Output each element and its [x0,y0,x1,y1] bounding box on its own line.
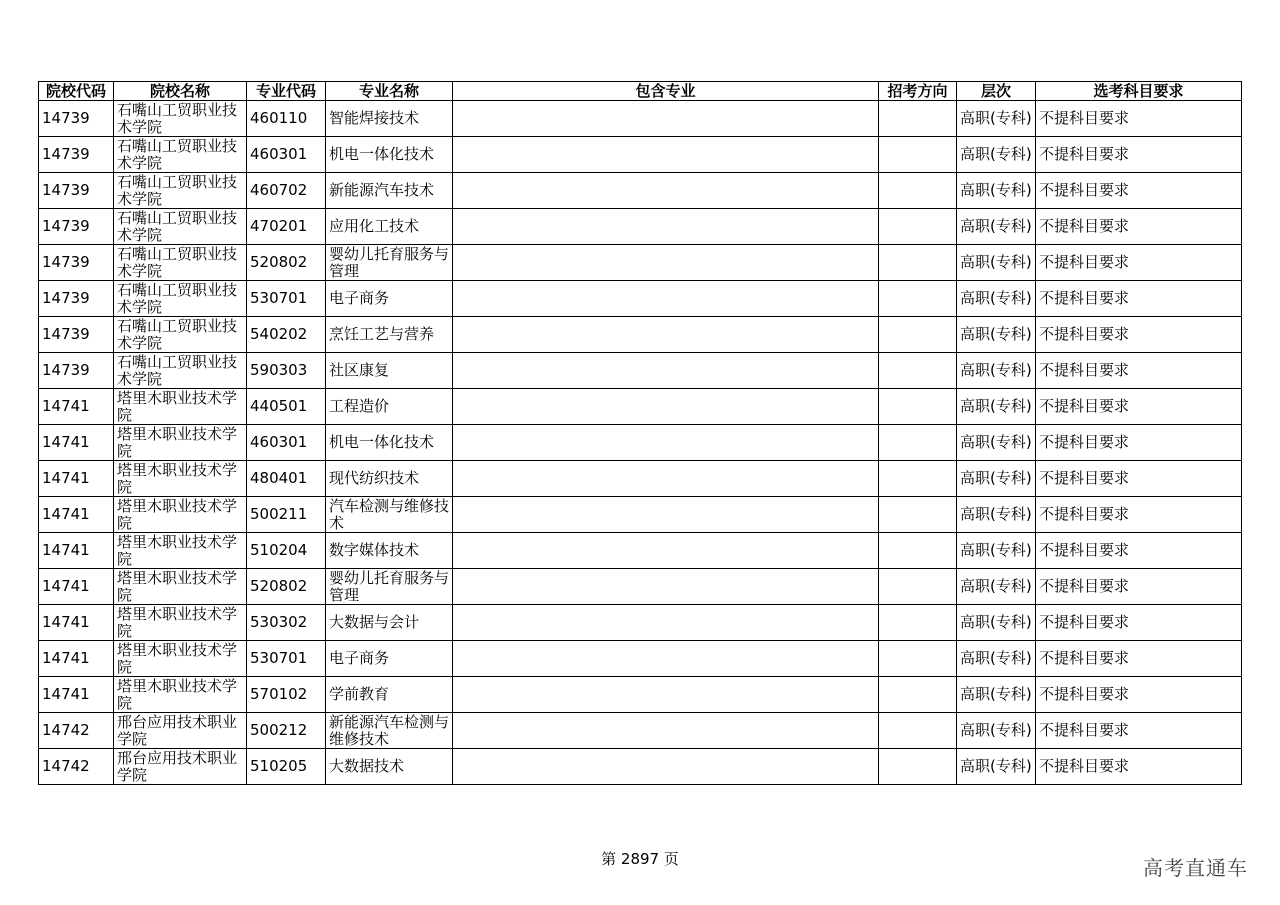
cell-major-code [247,101,326,137]
school-name-text: 石嘴山工贸职业技术学院 [117,208,238,244]
cell-school-code [39,569,114,605]
cell-school-code [39,209,114,245]
cell-level [957,569,1036,605]
cell-level [957,389,1036,425]
cell-major-code [247,173,326,209]
cell-major-code [247,389,326,425]
cell-included-majors [453,713,879,749]
cell-school-name [114,425,247,461]
subject-requirement-text: 不提科目要求 [1039,289,1130,307]
cell-included-majors [453,353,879,389]
cell-direction [879,749,957,785]
cell-direction [879,569,957,605]
header-school-name: 院校名称 [114,82,247,101]
major-code-text: 460301 [250,433,308,451]
cell-school-code [39,281,114,317]
major-code-text: 460702 [250,181,308,199]
school-name-text: 石嘴山工贸职业技术学院 [117,280,238,316]
cell-level [957,101,1036,137]
cell-major-name [326,173,453,209]
major-name-text: 新能源汽车技术 [329,181,435,199]
level-text: 高职(专科) [960,649,1032,667]
cell-direction [879,461,957,497]
cell-major-code [247,569,326,605]
school-name-text: 石嘴山工贸职业技术学院 [117,136,238,172]
cell-direction [879,101,957,137]
cell-subject-requirement [1036,425,1242,461]
school-name-text: 石嘴山工贸职业技术学院 [117,172,238,208]
cell-subject-requirement [1036,569,1242,605]
school-code-text: 14739 [42,361,90,379]
cell-school-name [114,713,247,749]
cell-subject-requirement [1036,209,1242,245]
cell-major-code [247,713,326,749]
major-name-text: 汽车检测与维修技术 [329,496,450,532]
cell-included-majors [453,173,879,209]
cell-major-code [247,209,326,245]
cell-direction [879,137,957,173]
cell-level [957,605,1036,641]
cell-major-code [247,605,326,641]
school-name-text: 塔里木职业技术学院 [117,568,238,604]
table-row [39,245,1242,281]
subject-requirement-text: 不提科目要求 [1039,181,1130,199]
cell-subject-requirement [1036,641,1242,677]
cell-included-majors [453,425,879,461]
cell-included-majors [453,533,879,569]
major-code-text: 480401 [250,469,308,487]
major-code-text: 540202 [250,325,308,343]
school-code-text: 14739 [42,109,90,127]
subject-requirement-text: 不提科目要求 [1039,397,1130,415]
cell-school-code [39,245,114,281]
school-code-text: 14739 [42,289,90,307]
cell-direction [879,425,957,461]
major-code-text: 530302 [250,613,308,631]
major-name-text: 智能焊接技术 [329,109,420,127]
major-name-text: 机电一体化技术 [329,433,435,451]
cell-school-code [39,425,114,461]
cell-major-name [326,209,453,245]
major-name-text: 现代纺织技术 [329,469,420,487]
cell-included-majors [453,101,879,137]
cell-direction [879,677,957,713]
cell-school-code [39,605,114,641]
subject-requirement-text: 不提科目要求 [1039,325,1130,343]
cell-level [957,677,1036,713]
subject-requirement-text: 不提科目要求 [1039,685,1130,703]
major-code-text: 460110 [250,109,308,127]
cell-school-code [39,173,114,209]
cell-major-name [326,641,453,677]
cell-direction [879,281,957,317]
major-name-text: 电子商务 [329,649,390,667]
school-name-text: 石嘴山工贸职业技术学院 [117,316,238,352]
table-row [39,389,1242,425]
cell-included-majors [453,137,879,173]
school-code-text: 14739 [42,181,90,199]
cell-included-majors [453,497,879,533]
cell-subject-requirement [1036,497,1242,533]
cell-school-name [114,497,247,533]
header-level: 层次 [957,82,1036,101]
cell-level [957,461,1036,497]
header-major-name: 专业名称 [326,82,453,101]
cell-subject-requirement [1036,101,1242,137]
subject-requirement-text: 不提科目要求 [1039,433,1130,451]
header-major-code: 专业代码 [247,82,326,101]
cell-school-name [114,461,247,497]
school-name-text: 塔里木职业技术学院 [117,676,238,712]
cell-school-name [114,641,247,677]
table-row [39,677,1242,713]
major-code-text: 470201 [250,217,308,235]
cell-major-code [247,497,326,533]
major-code-text: 440501 [250,397,308,415]
major-name-text: 学前教育 [329,685,390,703]
cell-major-name [326,605,453,641]
cell-included-majors [453,317,879,353]
level-text: 高职(专科) [960,757,1032,775]
subject-requirement-text: 不提科目要求 [1039,253,1130,271]
school-name-text: 塔里木职业技术学院 [117,496,238,532]
cell-major-name [326,461,453,497]
major-name-text: 大数据技术 [329,757,405,775]
cell-major-name [326,281,453,317]
cell-school-code [39,137,114,173]
cell-included-majors [453,281,879,317]
cell-major-code [247,425,326,461]
cell-level [957,425,1036,461]
school-name-text: 塔里木职业技术学院 [117,424,238,460]
cell-major-name [326,749,453,785]
level-text: 高职(专科) [960,325,1032,343]
major-name-text: 应用化工技术 [329,217,420,235]
level-text: 高职(专科) [960,613,1032,631]
cell-major-code [247,245,326,281]
major-code-text: 590303 [250,361,308,379]
school-code-text: 14739 [42,217,90,235]
cell-major-name [326,713,453,749]
cell-school-name [114,317,247,353]
subject-requirement-text: 不提科目要求 [1039,721,1130,739]
cell-school-name [114,137,247,173]
cell-major-name [326,317,453,353]
header-direction: 招考方向 [879,82,957,101]
subject-requirement-text: 不提科目要求 [1039,217,1130,235]
subject-requirement-text: 不提科目要求 [1039,469,1130,487]
level-text: 高职(专科) [960,541,1032,559]
subject-requirement-text: 不提科目要求 [1039,145,1130,163]
cell-major-name [326,353,453,389]
school-name-text: 塔里木职业技术学院 [117,532,238,568]
major-code-text: 520802 [250,253,308,271]
major-name-text: 数字媒体技术 [329,541,420,559]
table-row [39,317,1242,353]
school-name-text: 塔里木职业技术学院 [117,460,238,496]
header-subject-requirement: 选考科目要求 [1036,82,1242,101]
cell-school-name [114,605,247,641]
school-code-text: 14741 [42,397,90,415]
major-name-text: 新能源汽车检测与维修技术 [329,712,450,748]
major-name-text: 婴幼儿托育服务与管理 [329,244,450,280]
cell-school-code [39,533,114,569]
cell-included-majors [453,641,879,677]
major-name-text: 工程造价 [329,397,390,415]
cell-major-name [326,425,453,461]
level-text: 高职(专科) [960,469,1032,487]
cell-major-code [247,749,326,785]
cell-major-code [247,533,326,569]
cell-level [957,533,1036,569]
major-name-text: 机电一体化技术 [329,145,435,163]
cell-school-name [114,245,247,281]
cell-major-name [326,569,453,605]
cell-level [957,173,1036,209]
school-name-text: 塔里木职业技术学院 [117,604,238,640]
school-code-text: 14739 [42,253,90,271]
cell-direction [879,353,957,389]
cell-level [957,749,1036,785]
subject-requirement-text: 不提科目要求 [1039,577,1130,595]
cell-level [957,353,1036,389]
cell-subject-requirement [1036,389,1242,425]
school-code-text: 14741 [42,469,90,487]
cell-subject-requirement [1036,353,1242,389]
level-text: 高职(专科) [960,289,1032,307]
school-code-text: 14742 [42,757,90,775]
major-code-text: 530701 [250,649,308,667]
cell-included-majors [453,605,879,641]
level-text: 高职(专科) [960,505,1032,523]
table-row [39,533,1242,569]
cell-school-name [114,101,247,137]
cell-major-name [326,245,453,281]
admissions-table [38,81,1242,785]
cell-major-name [326,389,453,425]
cell-level [957,641,1036,677]
cell-subject-requirement [1036,281,1242,317]
level-text: 高职(专科) [960,181,1032,199]
subject-requirement-text: 不提科目要求 [1039,541,1130,559]
cell-school-name [114,677,247,713]
cell-major-code [247,317,326,353]
cell-direction [879,713,957,749]
school-name-text: 石嘴山工贸职业技术学院 [117,244,238,280]
cell-subject-requirement [1036,245,1242,281]
cell-included-majors [453,569,879,605]
cell-school-name [114,569,247,605]
school-code-text: 14739 [42,325,90,343]
major-name-text: 电子商务 [329,289,390,307]
table-row [39,461,1242,497]
cell-direction [879,389,957,425]
major-code-text: 520802 [250,577,308,595]
major-code-text: 500211 [250,505,308,523]
level-text: 高职(专科) [960,433,1032,451]
major-code-text: 500212 [250,721,308,739]
cell-school-code [39,497,114,533]
cell-subject-requirement [1036,173,1242,209]
cell-direction [879,497,957,533]
major-code-text: 460301 [250,145,308,163]
cell-subject-requirement [1036,677,1242,713]
cell-subject-requirement [1036,461,1242,497]
cell-subject-requirement [1036,605,1242,641]
level-text: 高职(专科) [960,721,1032,739]
cell-subject-requirement [1036,317,1242,353]
major-code-text: 530701 [250,289,308,307]
subject-requirement-text: 不提科目要求 [1039,505,1130,523]
school-name-text: 石嘴山工贸职业技术学院 [117,100,238,136]
level-text: 高职(专科) [960,397,1032,415]
cell-major-name [326,677,453,713]
cell-school-name [114,173,247,209]
subject-requirement-text: 不提科目要求 [1039,361,1130,379]
cell-included-majors [453,209,879,245]
cell-school-code [39,353,114,389]
school-name-text: 邢台应用技术职业学院 [117,748,238,784]
school-code-text: 14742 [42,721,90,739]
cell-level [957,713,1036,749]
subject-requirement-text: 不提科目要求 [1039,649,1130,667]
cell-major-name [326,497,453,533]
table-row [39,173,1242,209]
cell-major-name [326,533,453,569]
cell-school-code [39,101,114,137]
cell-included-majors [453,461,879,497]
table-row [39,353,1242,389]
school-name-text: 塔里木职业技术学院 [117,640,238,676]
cell-subject-requirement [1036,533,1242,569]
cell-included-majors [453,749,879,785]
cell-direction [879,317,957,353]
school-code-text: 14741 [42,577,90,595]
major-name-text: 社区康复 [329,361,390,379]
cell-direction [879,641,957,677]
major-code-text: 510204 [250,541,308,559]
cell-level [957,281,1036,317]
table-row [39,425,1242,461]
header-included-majors: 包含专业 [453,82,879,101]
cell-level [957,137,1036,173]
cell-included-majors [453,389,879,425]
level-text: 高职(专科) [960,361,1032,379]
cell-direction [879,245,957,281]
cell-subject-requirement [1036,713,1242,749]
table-row [39,749,1242,785]
cell-school-name [114,389,247,425]
subject-requirement-text: 不提科目要求 [1039,757,1130,775]
cell-subject-requirement [1036,749,1242,785]
school-code-text: 14741 [42,685,90,703]
cell-subject-requirement [1036,137,1242,173]
school-code-text: 14741 [42,649,90,667]
cell-direction [879,173,957,209]
watermark: 高考直通车 [1143,856,1248,880]
table-row [39,209,1242,245]
cell-included-majors [453,677,879,713]
cell-school-name [114,281,247,317]
major-name-text: 婴幼儿托育服务与管理 [329,568,450,604]
cell-level [957,245,1036,281]
table-row [39,137,1242,173]
cell-school-name [114,749,247,785]
school-code-text: 14739 [42,145,90,163]
table-row [39,605,1242,641]
school-name-text: 邢台应用技术职业学院 [117,712,238,748]
level-text: 高职(专科) [960,253,1032,271]
table-row [39,497,1242,533]
major-code-text: 570102 [250,685,308,703]
major-name-text: 大数据与会计 [329,613,420,631]
table-row [39,281,1242,317]
cell-major-name [326,137,453,173]
level-text: 高职(专科) [960,577,1032,595]
cell-school-code [39,317,114,353]
page-number: 第 2897 页 [601,850,679,868]
cell-level [957,209,1036,245]
level-text: 高职(专科) [960,217,1032,235]
cell-major-code [247,281,326,317]
cell-major-code [247,461,326,497]
cell-major-code [247,137,326,173]
table-body [39,101,1242,785]
cell-level [957,317,1036,353]
cell-school-code [39,749,114,785]
cell-school-code [39,641,114,677]
cell-direction [879,533,957,569]
cell-school-name [114,353,247,389]
school-code-text: 14741 [42,613,90,631]
cell-major-name [326,101,453,137]
table-row [39,641,1242,677]
cell-level [957,497,1036,533]
level-text: 高职(专科) [960,109,1032,127]
school-name-text: 塔里木职业技术学院 [117,388,238,424]
table-row [39,569,1242,605]
subject-requirement-text: 不提科目要求 [1039,109,1130,127]
table-row [39,101,1242,137]
cell-school-code [39,677,114,713]
school-code-text: 14741 [42,505,90,523]
cell-school-code [39,389,114,425]
cell-included-majors [453,245,879,281]
cell-major-code [247,677,326,713]
cell-school-name [114,209,247,245]
cell-school-name [114,533,247,569]
level-text: 高职(专科) [960,145,1032,163]
cell-school-code [39,713,114,749]
cell-major-code [247,641,326,677]
school-code-text: 14741 [42,541,90,559]
cell-major-code [247,353,326,389]
subject-requirement-text: 不提科目要求 [1039,613,1130,631]
school-code-text: 14741 [42,433,90,451]
cell-direction [879,209,957,245]
table-row [39,713,1242,749]
header-school-code: 院校代码 [39,82,114,101]
major-code-text: 510205 [250,757,308,775]
cell-school-code [39,461,114,497]
cell-direction [879,605,957,641]
school-name-text: 石嘴山工贸职业技术学院 [117,352,238,388]
level-text: 高职(专科) [960,685,1032,703]
major-name-text: 烹饪工艺与营养 [329,325,435,343]
table-header-row [39,82,1242,101]
